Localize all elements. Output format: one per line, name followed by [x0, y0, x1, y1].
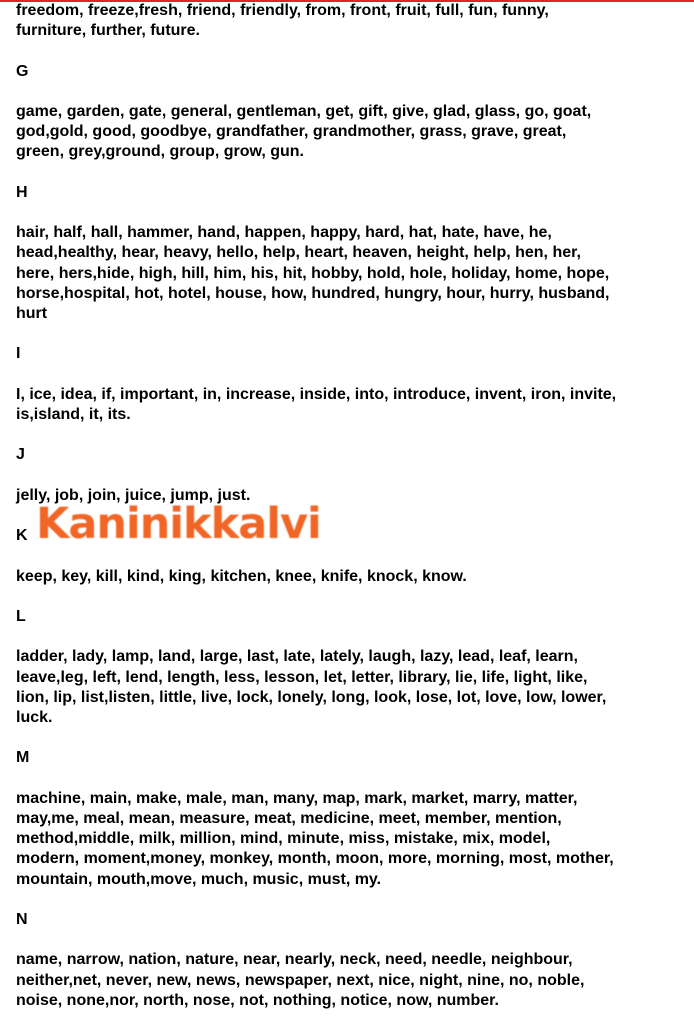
section-heading-l: L — [16, 607, 26, 625]
word-list-intro: freedom, freeze,fresh, friend, friendly, from, front, fruit, full, fun, funny, furniture, further, future. — [16, 2, 549, 40]
section-heading-h: H — [16, 183, 28, 201]
word-list-document — [16, 1, 673, 1011]
section-heading-g: G — [16, 62, 29, 80]
word-list-j: jelly, job, join, juice, jump, just. — [16, 486, 251, 504]
section-j — [16, 445, 673, 526]
word-list-l: ladder, lady, lamp, land, large, last, late, lately, laugh, lazy, lead, leaf, learn, leave,leg, left, lend, length, less, lesson, let, letter, library, lie, life, light, like, lion, lip, list,listen, little, live, lock, lonely, long, look, lose, lot, love, low, lower, luck. — [16, 648, 607, 726]
section-l — [16, 607, 673, 748]
section-heading-k: K — [16, 527, 28, 545]
word-list-m: machine, main, make, male, man, many, map, mark, market, marry, matter, may,me, meal, mean, measure, meat, medicine, meet, member, mention, method,middle, milk, million, mind, minute, miss, mistake, mix, model, modern, moment,money, monkey, month, moon, more, morning, most, mother, mountain, mouth,move, much, music, must, my. — [16, 789, 614, 888]
section-g — [16, 62, 673, 183]
word-list-g: game, garden, gate, general, gentleman, get, gift, give, glad, glass, go, goat, god,gold, good, goodbye, grandfather, grandmother, grass, grave, great, green, grey,ground, group, grow, gun. — [16, 102, 592, 161]
section-heading-m: M — [16, 749, 30, 767]
section-n — [16, 910, 673, 1011]
section-k — [16, 526, 673, 607]
word-list-n: name, narrow, nation, nature, near, nearly, neck, need, needle, neighbour, neither,net, never, new, news, newspaper, next, nice, night, nine, no, noble, noise, none,nor, north, nose, not, nothing, notice, now, number. — [16, 951, 585, 1009]
word-list-i: I, ice, idea, if, important, in, increase, inside, into, introduce, invent, iron, invite, is,island, it, its. — [16, 385, 617, 423]
section-m — [16, 748, 673, 910]
word-list-h: hair, half, hall, hammer, hand, happen, happy, hard, hat, hate, have, he, head,healthy, hear, heavy, hello, help, heart, heaven, height, help, hen, her, here, hers,hide, high, hill, him, his, hit, hobby, hold, hole, holiday, home, hope, horse,hospital, hot, hotel, house, how, hundred, hungry, hour, hurry, husband, hurt — [16, 224, 610, 322]
section-i — [16, 344, 673, 445]
word-list-k: keep, key, kill, kind, king, kitchen, knee, knife, knock, know. — [16, 567, 467, 585]
section-heading-i: I — [16, 345, 21, 363]
kaninikkalvi-watermark-logo: Kaninikkalvi — [36, 499, 321, 549]
section-heading-j: J — [16, 446, 25, 464]
section-heading-n: N — [16, 910, 28, 928]
section-h — [16, 183, 673, 345]
